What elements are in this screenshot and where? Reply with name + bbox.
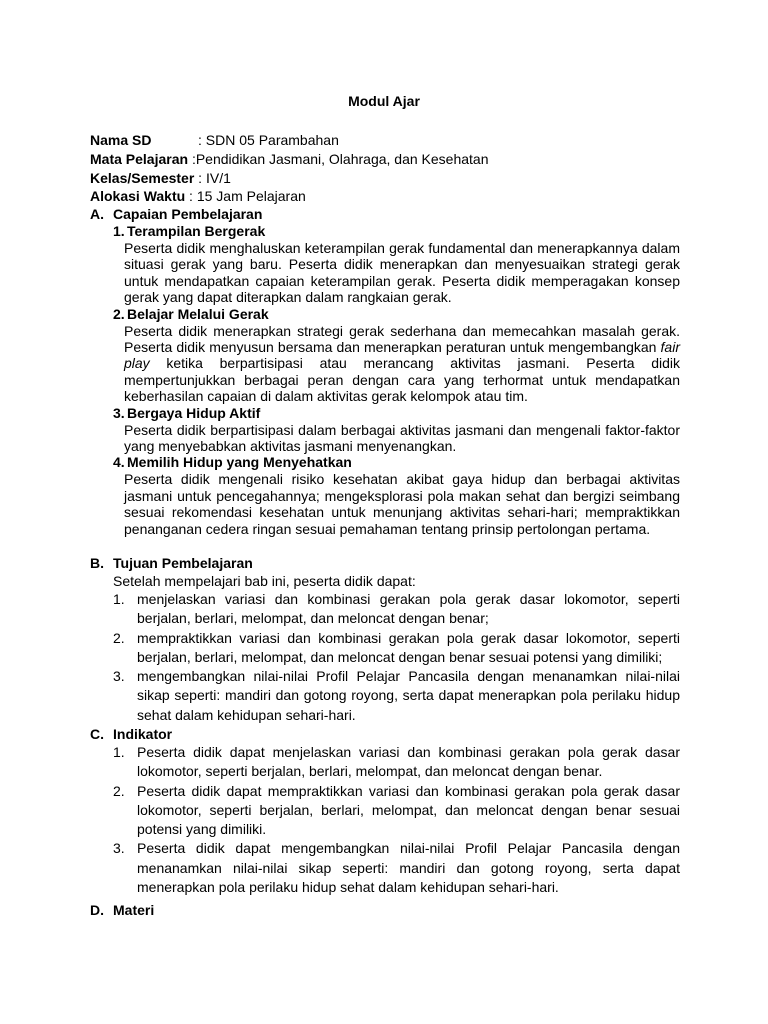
tujuan-list: [113, 590, 680, 725]
list-number: 2.: [113, 782, 125, 799]
subsection-terampilan-bergerak: [113, 223, 680, 306]
list-number: 2.: [113, 629, 125, 646]
document-title: Modul Ajar: [348, 93, 420, 109]
section-heading: [90, 902, 680, 919]
subsection-label: Memilih Hidup yang Menyehatkan: [127, 454, 352, 471]
text-segment: ketika berpartisipasi atau merancang aktivitas jasmani. Peserta didik mempertunjukkan berbagai peran dengan cara yang terhormat untuk mendapatkan keberhasilan capaian di dalam aktivitas gerak kelompok atau tim.: [124, 355, 680, 405]
info-value: : IV/1: [194, 169, 231, 186]
subsection-title: [113, 223, 680, 240]
section-letter: B.: [90, 555, 104, 571]
list-text: mengembangkan nilai-nilai Profil Pelajar Pancasila dengan menanamkan nilai-nilai sikap seperti: mandiri dan gotong royong, serta dapat menerapkan pola perilaku hidup sehat dalam kehidupan sehari-hari.: [137, 668, 680, 723]
list-text: Peserta didik dapat mengembangkan nilai-nilai Profil Pelajar Pancasila dengan menanamkan nilai-nilai sikap seperti: mandiri dan gotong royong, serta dapat menerapkan pola perilaku hidup sehat dalam kehidupan sehari-hari.: [137, 840, 680, 896]
info-value: : 15 Jam Pelajaran: [185, 188, 306, 205]
subsection-belajar-melalui-gerak: [113, 306, 680, 405]
list-number: 1.: [113, 744, 125, 760]
section-title: Indikator: [113, 726, 173, 742]
subsection-text: Peserta didik berpartisipasi dalam berbagai aktivitas jasmani dan mengenali faktor-faktor yang menyebabkan aktivitas jasmani menyenangkan.: [124, 421, 680, 455]
list-item: [113, 782, 680, 840]
section-heading: [90, 726, 680, 743]
text-segment: Peserta didik menerapkan strategi gerak sederhana dan memecahkan masalah gerak. Peserta didik menyusun bersama dan menerapkan peraturan untuk mengembangkan: [124, 322, 680, 356]
section-title: Capaian Pembelajaran: [113, 206, 263, 222]
section-title: Materi: [113, 902, 155, 918]
subsection-number: 3.: [113, 404, 125, 421]
subsection-bergaya-hidup-aktif: [113, 405, 680, 455]
subsection-label: Bergaya Hidup Aktif: [127, 404, 261, 421]
subsection-label: Belajar Melalui Gerak: [127, 305, 269, 322]
section-letter: C.: [90, 726, 104, 742]
subsection-label: Terampilan Bergerak: [127, 223, 266, 239]
list-text: mempraktikkan variasi dan kombinasi gerakan pola gerak dasar lokomotor, seperti berjalan, berlari, melompat, dan meloncat dengan benar sesuai potensi yang dimiliki;: [137, 629, 680, 665]
subsection-text: Peserta didik menghaluskan keterampilan gerak fundamental dan menerapkannya dalam situasi gerak yang baru. Peserta didik menerapkan dan menyesuaikan strategi gerak untuk mendapatkan capaian keterampilan gerak. Peserta didik memperagakan konsep gerak yang dapat diterapkan dalam rangkaian gerak.: [124, 240, 680, 306]
subsection-number: 2.: [113, 305, 125, 322]
subsection-title: [113, 306, 680, 323]
list-text: Peserta didik dapat mempraktikkan variasi dan kombinasi gerakan pola gerak dasar lokomotor, seperti berjalan, berlari, melompat, dan meloncat dengan benar sesuai potensi yang dimiliki.: [137, 782, 680, 838]
text-italic: fair play: [124, 339, 680, 372]
list-number: 1.: [113, 591, 125, 607]
list-number: 3.: [113, 840, 125, 857]
subsection-text: [124, 323, 680, 405]
subsection-title: [113, 405, 680, 422]
list-item: [113, 590, 680, 629]
section-letter: D.: [90, 902, 104, 918]
section-intro: Setelah mempelajari bab ini, peserta didik dapat:: [113, 573, 416, 589]
subsection-memilih-hidup-menyehatkan: [113, 454, 680, 537]
info-row-nama-sd: [90, 131, 488, 150]
section-indikator: [90, 726, 680, 897]
section-tujuan-pembelajaran: [90, 555, 680, 725]
info-label: Nama SD: [90, 132, 152, 148]
list-number: 3.: [113, 668, 125, 685]
info-value: :Pendidikan Jasmani, Olahraga, dan Kesehatan: [188, 150, 489, 167]
list-item: [113, 667, 680, 725]
list-text: Peserta didik dapat menjelaskan variasi dan kombinasi gerakan pola gerak dasar lokomotor, seperti berjalan, berlari, melompat, dan meloncat dengan benar.: [137, 744, 680, 780]
subsection-title: [113, 454, 680, 471]
subsection-number: 4.: [113, 454, 125, 471]
section-heading: [90, 206, 680, 223]
list-item: [113, 629, 680, 668]
section-capaian-pembelajaran: [90, 206, 680, 537]
info-label: Kelas/Semester: [90, 169, 195, 186]
section-heading: [90, 555, 680, 572]
list-item: [113, 743, 680, 782]
info-value: : SDN 05 Parambahan: [198, 132, 339, 148]
list-text: menjelaskan variasi dan kombinasi gerakan pola gerak dasar lokomotor, seperti berjalan, berlari, melompat, dan meloncat dengan benar;: [137, 591, 680, 627]
section-title: Tujuan Pembelajaran: [113, 555, 253, 571]
section-materi: [90, 902, 680, 919]
subsection-text: Peserta didik mengenali risiko kesehatan akibat gaya hidup dan berbagai aktivitas jasmani untuk pencegahannya; mengeksplorasi pola makan sehat dan bergizi seimbang sesuai rekomendasi kesehatan untuk menunjang aktivitas sehari-hari; mempraktikkan penanganan cedera ringan sesuai pemahaman tentang prinsip pertolongan pertama.: [124, 471, 680, 537]
list-item: [113, 839, 680, 897]
info-row-alokasi-waktu: [90, 187, 488, 206]
section-letter: A.: [90, 206, 104, 222]
info-label: Alokasi Waktu: [90, 188, 186, 205]
info-row-mata-pelajaran: [90, 150, 488, 169]
info-row-kelas-semester: [90, 169, 488, 188]
indikator-list: [113, 743, 680, 897]
info-label: Mata Pelajaran: [90, 150, 189, 167]
info-block: [90, 131, 488, 206]
subsection-number: 1.: [113, 223, 125, 239]
